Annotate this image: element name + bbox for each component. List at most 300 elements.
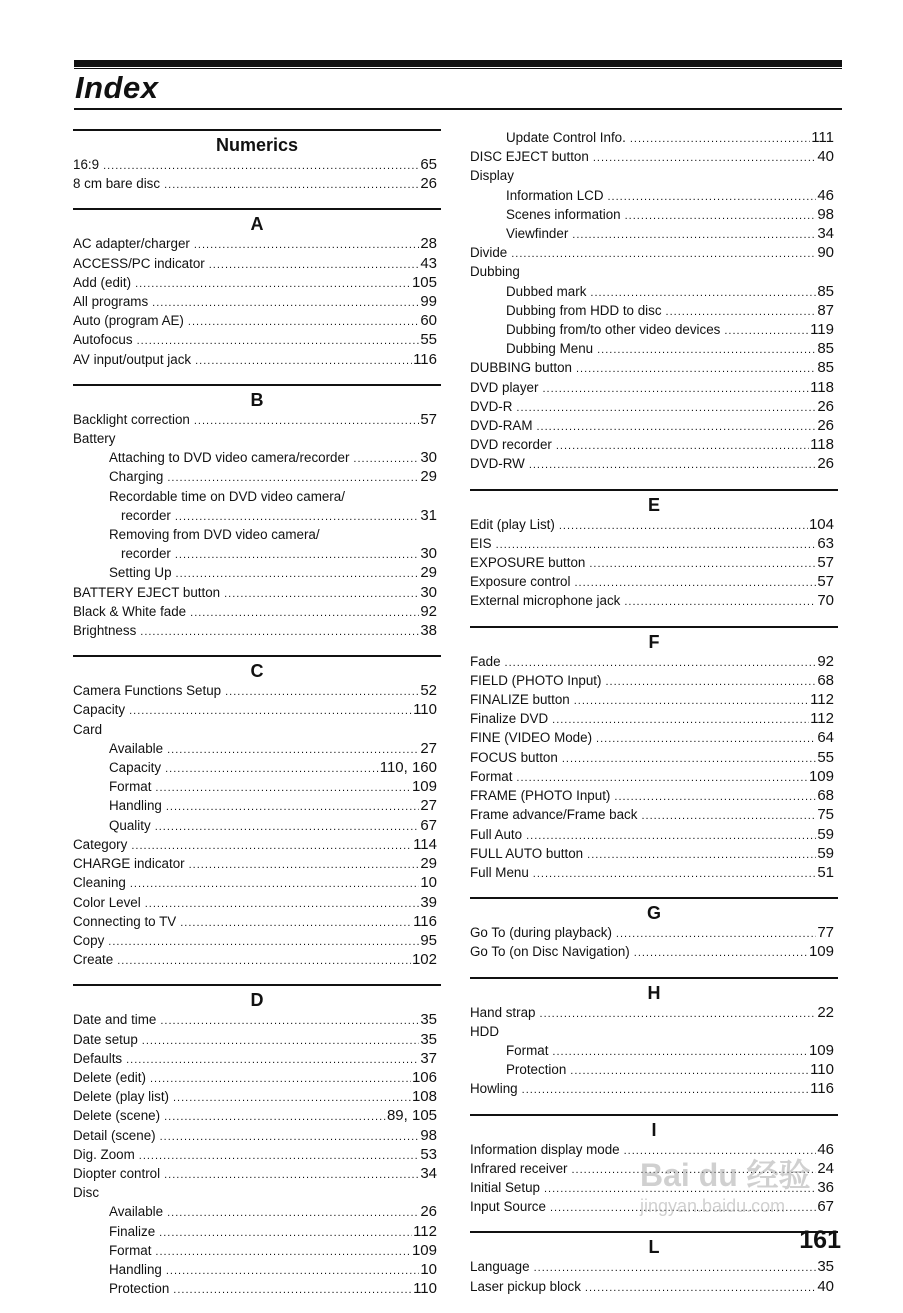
entry-label: CHARGE indicator (73, 856, 185, 872)
dot-leader (516, 770, 808, 787)
dot-leader (188, 314, 419, 331)
entry-page-ref: 112 (810, 691, 834, 709)
index-entry (470, 516, 838, 535)
dot-leader (552, 1044, 808, 1061)
entry-label: Dubbing Menu (506, 341, 594, 357)
entry-label: Available (109, 740, 164, 756)
entry-label: Color Level (73, 894, 141, 910)
entry-label: Dubbing from/to other video devices (506, 322, 721, 338)
entry-page-ref: 26 (420, 1203, 437, 1221)
index-entry (470, 1080, 838, 1099)
entry-label: FINALIZE button (470, 692, 570, 708)
dot-leader (194, 237, 419, 254)
entry-label: Capacity (109, 760, 162, 776)
index-entry (73, 488, 441, 507)
index-entry (73, 331, 441, 350)
dot-leader (165, 761, 379, 778)
index-entry (470, 187, 838, 206)
entry-label: Date and time (73, 1012, 157, 1028)
entry-label: Camera Functions Setup (73, 683, 222, 699)
index-entry (470, 302, 838, 321)
dot-leader (129, 703, 412, 720)
entry-label: Autofocus (73, 332, 133, 348)
entry-label: Defaults (73, 1050, 123, 1066)
dot-leader (562, 751, 816, 768)
dot-leader (160, 1013, 419, 1030)
entry-page-ref: 110 (810, 1061, 834, 1079)
title-rule (74, 108, 842, 110)
entry-label: FINE (VIDEO Mode) (470, 730, 593, 746)
index-entry (470, 768, 838, 787)
index-entry (470, 244, 838, 263)
dot-leader (155, 1244, 411, 1261)
index-entry (470, 455, 838, 474)
entry-page-ref: 77 (817, 924, 834, 942)
index-section (470, 626, 838, 883)
entry-page-ref: 114 (413, 835, 437, 853)
dot-leader (135, 276, 411, 293)
entry-page-ref: 67 (817, 1198, 834, 1216)
index-entry (470, 340, 838, 359)
index-entry (73, 255, 441, 274)
dot-leader (189, 857, 420, 874)
entry-page-ref: 116 (810, 1080, 834, 1098)
entry-page-ref: 57 (420, 410, 437, 428)
section-heading: A (73, 208, 441, 235)
entry-page-ref: 29 (420, 564, 437, 582)
entry-label: Format (109, 1242, 152, 1258)
index-entry (73, 1280, 441, 1299)
dot-leader (608, 189, 817, 206)
dot-leader (180, 915, 412, 932)
dot-leader (496, 537, 817, 554)
entry-label: Initial Setup (470, 1179, 540, 1195)
entry-page-ref: 27 (420, 739, 437, 757)
index-entry (470, 535, 838, 554)
entry-label: recorder (121, 507, 171, 523)
entry-label: ACCESS/PC indicator (73, 255, 205, 271)
dot-leader (194, 413, 419, 430)
entry-label: External microphone jack (470, 593, 621, 609)
entry-page-ref: 116 (413, 350, 437, 368)
dot-leader (552, 712, 809, 729)
entry-label: Dubbing from HDD to disc (506, 302, 662, 318)
entry-page-ref: 70 (817, 592, 834, 610)
dot-leader (173, 1090, 411, 1107)
dot-leader (159, 1225, 412, 1242)
dot-leader (572, 1162, 817, 1179)
entry-label: Auto (program AE) (73, 313, 184, 329)
index-entry (470, 554, 838, 573)
entry-label: FRAME (PHOTO Input) (470, 788, 611, 804)
entry-label: Dig. Zoom (73, 1146, 135, 1162)
entry-page-ref: 40 (817, 1277, 834, 1295)
index-column-right (470, 129, 838, 1311)
index-entry (73, 449, 441, 468)
entry-page-ref: 43 (420, 254, 437, 272)
entry-page-ref: 119 (810, 321, 834, 339)
index-entry (73, 1107, 441, 1126)
index-entry (73, 817, 441, 836)
section-heading: B (73, 384, 441, 411)
entry-page-ref: 35 (817, 1258, 834, 1276)
dot-leader (614, 789, 816, 806)
entry-page-ref: 68 (817, 787, 834, 805)
entry-label: All programs (73, 294, 149, 310)
entry-page-ref: 110 (413, 1280, 437, 1298)
entry-label: DUBBING button (470, 360, 572, 376)
entry-page-ref: 112 (810, 710, 834, 728)
index-section (470, 489, 838, 612)
entry-label: Cleaning (73, 875, 126, 891)
entry-page-ref: 34 (420, 1164, 437, 1182)
entry-label: Delete (edit) (73, 1069, 146, 1085)
entry-page-ref: 95 (420, 931, 437, 949)
section-heading: Numerics (73, 129, 441, 156)
index-entry (73, 545, 441, 564)
entry-page-ref: 110 (413, 701, 437, 719)
entry-page-ref: 92 (817, 652, 834, 670)
dot-leader (593, 150, 816, 167)
entry-label: Protection (506, 1062, 567, 1078)
entry-page-ref: 34 (817, 225, 834, 243)
section-heading: E (470, 489, 838, 516)
dot-leader (534, 1260, 817, 1277)
dot-leader (605, 674, 816, 691)
entry-label: Information LCD (506, 187, 604, 203)
dot-leader (152, 295, 419, 312)
dot-leader (544, 1181, 816, 1198)
index-entry (73, 507, 441, 526)
dot-leader (176, 566, 420, 583)
entry-label: Detail (scene) (73, 1127, 156, 1143)
entry-label: Input Source (470, 1199, 546, 1215)
entry-label: Delete (scene) (73, 1108, 161, 1124)
entry-label: FULL AUTO button (470, 845, 584, 861)
dot-leader (630, 131, 810, 148)
dot-leader (625, 208, 817, 225)
entry-label: Backlight correction (73, 411, 190, 427)
entry-label: DISC EJECT button (470, 149, 589, 165)
entry-page-ref: 26 (817, 455, 834, 473)
index-entry (470, 129, 838, 148)
entry-page-ref: 87 (817, 301, 834, 319)
index-entry (470, 653, 838, 672)
entry-page-ref: 64 (817, 729, 834, 747)
entry-page-ref: 106 (411, 1068, 437, 1086)
index-entry (73, 894, 441, 913)
entry-page-ref: 63 (817, 534, 834, 552)
index-entry (470, 148, 838, 167)
entry-label: Card (73, 721, 103, 737)
dot-leader (505, 655, 817, 672)
index-entry (73, 1050, 441, 1069)
index-entry (470, 398, 838, 417)
entry-label: Create (73, 952, 114, 968)
section-heading: L (470, 1231, 838, 1258)
entry-page-ref: 118 (810, 378, 834, 396)
entry-label: Black & White fade (73, 603, 187, 619)
dot-leader (175, 547, 419, 564)
entry-page-ref: 35 (420, 1011, 437, 1029)
dot-leader (590, 285, 816, 302)
entry-page-ref: 116 (413, 912, 437, 930)
entry-page-ref: 22 (817, 1003, 834, 1021)
dot-leader (570, 1063, 809, 1080)
index-entry (470, 1258, 838, 1277)
entry-page-ref: 35 (420, 1030, 437, 1048)
index-entry (73, 932, 441, 951)
entry-label: Capacity (73, 702, 126, 718)
entry-page-ref: 46 (817, 186, 834, 204)
entry-page-ref: 59 (817, 825, 834, 843)
index-section (470, 1114, 838, 1218)
entry-label: DVD-R (470, 398, 513, 414)
entry-page-ref: 109 (411, 1241, 437, 1259)
entry-label: Handling (109, 798, 162, 814)
entry-page-ref: 89, 105 (386, 1107, 437, 1125)
dot-leader (540, 1006, 817, 1023)
dot-leader (522, 1082, 809, 1099)
dot-leader (616, 926, 816, 943)
dot-leader (589, 556, 816, 573)
dot-leader (533, 866, 817, 883)
entry-label: Brightness (73, 623, 137, 639)
index-entry (470, 436, 838, 455)
index-entry (73, 1203, 441, 1222)
index-entry (470, 1160, 838, 1179)
index-section (73, 984, 441, 1299)
entry-label: Handling (109, 1261, 162, 1277)
entry-page-ref: 55 (420, 331, 437, 349)
entry-label: Viewfinder (506, 226, 569, 242)
dot-leader (173, 1282, 412, 1299)
dot-leader (164, 177, 419, 194)
watermark-url: jingyan.baidu.com (640, 1196, 786, 1216)
dot-leader (117, 953, 411, 970)
entry-label: EIS (470, 535, 492, 551)
dot-leader (724, 323, 809, 340)
index-entry (470, 1179, 838, 1198)
entry-label: Edit (play List) (470, 516, 555, 532)
entry-label: recorder (121, 546, 171, 562)
dot-leader (556, 438, 809, 455)
section-heading: I (470, 1114, 838, 1141)
index-entry (470, 206, 838, 225)
index-section (470, 129, 838, 475)
dot-leader (145, 896, 420, 913)
entry-label: Finalize (109, 1223, 156, 1239)
entry-label: Format (109, 779, 152, 795)
dot-leader (542, 381, 809, 398)
entry-page-ref: 59 (817, 844, 834, 862)
index-entry (73, 740, 441, 759)
dot-leader (224, 586, 419, 603)
entry-label: Hand strap (470, 1004, 536, 1020)
index-entry (73, 1242, 441, 1261)
entry-page-ref: 30 (420, 583, 437, 601)
index-entry (470, 225, 838, 244)
index-entry (73, 156, 441, 175)
entry-page-ref: 92 (420, 602, 437, 620)
entry-label: Copy (73, 932, 105, 948)
dot-leader (529, 457, 817, 474)
entry-page-ref: 57 (817, 573, 834, 591)
entry-label: Fade (470, 653, 501, 669)
index-entry (73, 682, 441, 701)
entry-page-ref: 109 (411, 778, 437, 796)
dot-leader (634, 945, 808, 962)
index-entry (73, 1031, 441, 1050)
index-entry (73, 622, 441, 641)
entry-label: Attaching to DVD video camera/recorder (109, 450, 350, 466)
dot-leader (195, 353, 412, 370)
entry-label: Battery (73, 431, 116, 447)
section-heading: G (470, 897, 838, 924)
dot-leader (103, 158, 419, 175)
dot-leader (155, 780, 411, 797)
index-entry (73, 759, 441, 778)
index-entry (73, 175, 441, 194)
entry-label: Finalize DVD (470, 711, 549, 727)
entry-page-ref: 46 (817, 1140, 834, 1158)
entry-page-ref: 118 (810, 436, 834, 454)
entry-page-ref: 37 (420, 1049, 437, 1067)
dot-leader (225, 684, 419, 701)
dot-leader (550, 1200, 816, 1217)
entry-label: Dubbed mark (506, 283, 587, 299)
entry-label: Divide (470, 245, 508, 261)
entry-page-ref: 109 (808, 1041, 834, 1059)
entry-page-ref: 102 (411, 951, 437, 969)
index-entry (73, 1223, 441, 1242)
dot-leader (190, 605, 419, 622)
index-entry (73, 1088, 441, 1107)
index-entry (73, 312, 441, 331)
entry-page-ref: 90 (817, 244, 834, 262)
entry-label: Category (73, 836, 128, 852)
dot-leader (516, 400, 816, 417)
entry-page-ref: 109 (808, 767, 834, 785)
dot-leader (574, 575, 816, 592)
entry-label: Go To (during playback) (470, 925, 612, 941)
index-section (73, 384, 441, 641)
dot-leader (587, 847, 816, 864)
entry-page-ref: 67 (420, 816, 437, 834)
index-entry (73, 951, 441, 970)
entry-page-ref: 110, 160 (379, 759, 437, 777)
index-entry (73, 293, 441, 312)
index-entry (73, 874, 441, 893)
entry-label: Go To (on Disc Navigation) (470, 944, 630, 960)
entry-label: FIELD (PHOTO Input) (470, 672, 602, 688)
index-entry (73, 235, 441, 254)
entry-label: Dubbing (470, 264, 520, 280)
index-entry (73, 1184, 441, 1203)
index-entry (470, 710, 838, 729)
header-rule-thick (74, 60, 842, 67)
entry-page-ref: 65 (420, 156, 437, 173)
entry-page-ref: 10 (420, 874, 437, 892)
entry-label: Update Control Info. (506, 130, 626, 145)
entry-page-ref: 31 (420, 506, 437, 524)
dot-leader (160, 1129, 420, 1146)
entry-label: Display (470, 168, 514, 184)
index-entry (470, 167, 838, 186)
entry-label: Full Auto (470, 826, 523, 842)
dot-leader (140, 624, 419, 641)
entry-label: EXPOSURE button (470, 555, 586, 571)
dot-leader (596, 731, 816, 748)
dot-leader (559, 518, 808, 535)
index-entry (73, 603, 441, 622)
entry-label: Setting Up (109, 565, 172, 581)
entry-page-ref: 57 (817, 554, 834, 572)
index-entry (73, 274, 441, 293)
entry-label: Date setup (73, 1031, 138, 1047)
index-entry (73, 701, 441, 720)
index-entry (470, 691, 838, 710)
section-heading: C (73, 655, 441, 682)
section-heading: D (73, 984, 441, 1011)
dot-leader (511, 246, 816, 263)
entry-label: Protection (109, 1281, 170, 1297)
entry-label: 16:9 (73, 157, 100, 172)
index-entry (73, 778, 441, 797)
dot-leader (164, 1167, 419, 1184)
entry-page-ref: 24 (817, 1159, 834, 1177)
dot-leader (166, 799, 419, 816)
index-entry (470, 1004, 838, 1023)
entry-label: Frame advance/Frame back (470, 807, 638, 823)
index-entry (470, 787, 838, 806)
dot-leader (137, 333, 420, 350)
index-entry (470, 749, 838, 768)
entry-page-ref: 75 (817, 806, 834, 824)
dot-leader (537, 419, 817, 436)
watermark-logo: Bai du 经验 (640, 1157, 811, 1193)
entry-page-ref: 108 (411, 1088, 437, 1106)
index-entry (470, 826, 838, 845)
index-entry (73, 797, 441, 816)
index-entry (73, 468, 441, 487)
index-section (73, 129, 441, 194)
index-entry (470, 1061, 838, 1080)
index-entry (73, 855, 441, 874)
index-entry (73, 1127, 441, 1146)
index-entry (470, 729, 838, 748)
index-entry (470, 864, 838, 883)
dot-leader (641, 808, 816, 825)
entry-page-ref: 51 (817, 863, 834, 881)
index-section (470, 1231, 838, 1296)
index-entry (470, 417, 838, 436)
entry-page-ref: 55 (817, 748, 834, 766)
entry-page-ref: 109 (808, 943, 834, 961)
index-entry (470, 845, 838, 864)
entry-label: 8 cm bare disc (73, 176, 161, 192)
entry-label: Format (506, 1042, 549, 1058)
entry-page-ref: 60 (420, 312, 437, 330)
entry-page-ref: 68 (817, 671, 834, 689)
index-entry (470, 592, 838, 611)
entry-page-ref: 30 (420, 545, 437, 563)
index-entry (73, 430, 441, 449)
entry-page-ref: 104 (808, 515, 834, 533)
entry-label: Delete (play list) (73, 1089, 169, 1105)
index-entry (470, 924, 838, 943)
entry-page-ref: 29 (420, 855, 437, 873)
